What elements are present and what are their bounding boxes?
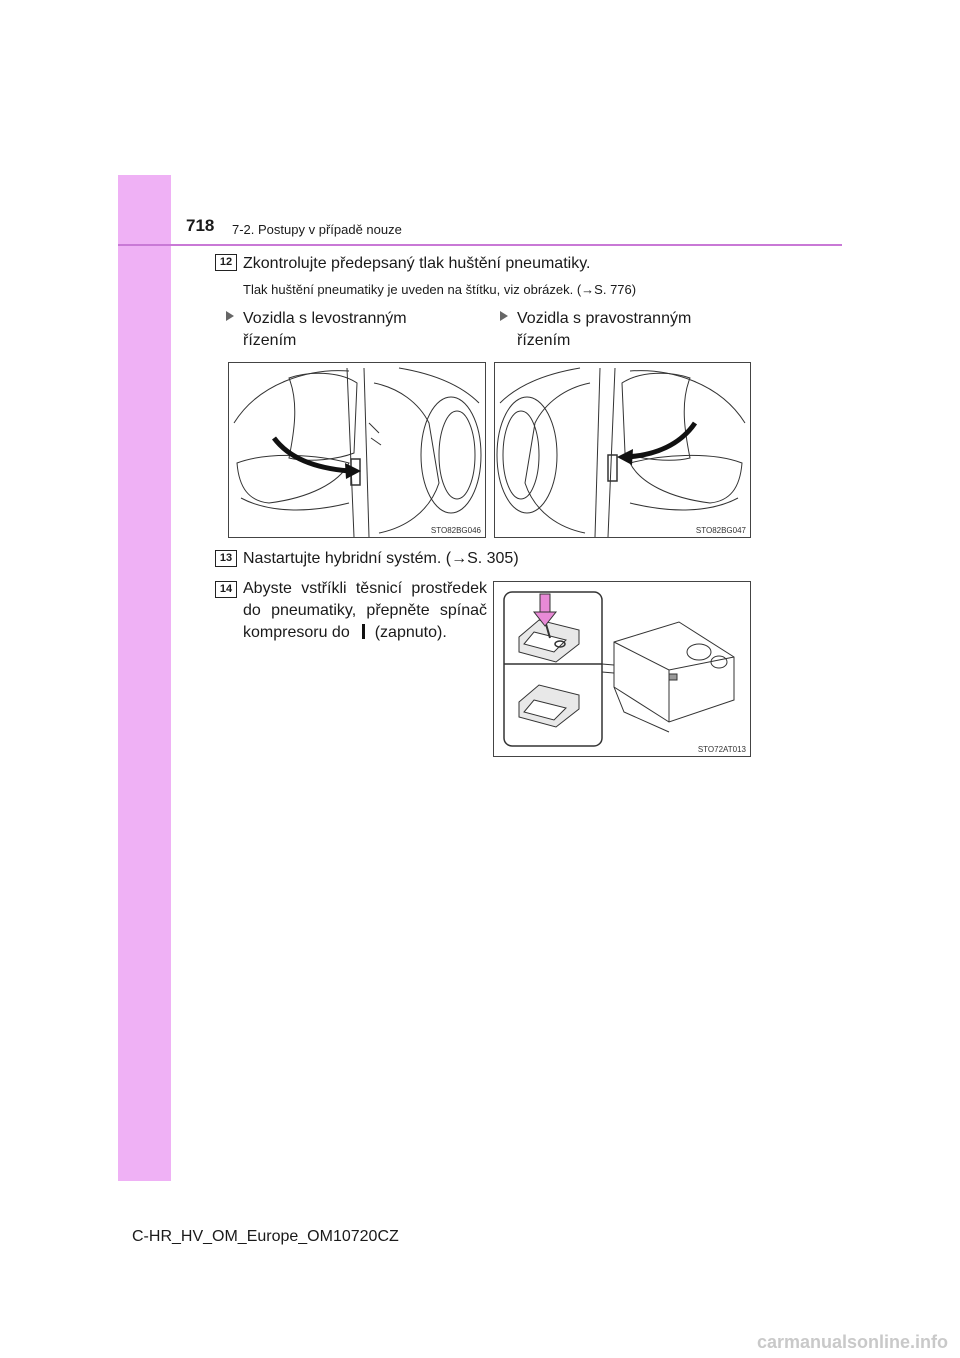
figure-rhd-door-pillar bbox=[494, 362, 751, 538]
step-14-text: Abyste vstříkli těsnicí prostředek do pneumatiky, přepněte spínač kompresoru do (zapnuto). bbox=[243, 580, 487, 641]
page-number: 718 bbox=[186, 216, 215, 235]
pointer-arrow-icon bbox=[495, 363, 750, 537]
figure-code: STO82BG046 bbox=[430, 526, 481, 535]
step-badge-13: 13 bbox=[215, 550, 237, 567]
step-badge-14: 14 bbox=[215, 581, 237, 598]
footer-doc-id: C-HR_HV_OM_Europe_OM10720CZ bbox=[132, 1228, 399, 1245]
variant-lhd-label: Vozidla s levostranným řízením bbox=[226, 308, 407, 352]
step-13-text: Nastartujte hybridní systém. (→S. 305) bbox=[243, 550, 519, 567]
figure-code: STO72AT013 bbox=[697, 745, 746, 754]
chapter-sidebar-tab bbox=[118, 175, 171, 1181]
figure-code: STO82BG047 bbox=[695, 526, 746, 535]
triangle-right-icon bbox=[500, 311, 508, 321]
variant-rhd-label: Vozidla s pravostranným řízením bbox=[500, 308, 691, 352]
header-rule bbox=[118, 244, 842, 246]
figure-compressor-switch bbox=[493, 581, 751, 757]
triangle-right-icon bbox=[226, 311, 234, 321]
step-badge-12: 12 bbox=[215, 254, 237, 271]
step-12-note: Tlak huštění pneumatiky je uveden na štítku, viz obrázek. (→S. 776) bbox=[243, 282, 637, 297]
pointer-arrow-icon bbox=[229, 363, 485, 537]
press-down-arrow-icon bbox=[494, 582, 750, 756]
figure-lhd-door-pillar bbox=[228, 362, 486, 538]
step-12-text: Zkontrolujte předepsaný tlak huštění pneumatiky. bbox=[243, 255, 591, 272]
watermark: carmanualsonline.info bbox=[756, 1332, 948, 1352]
section-title: 7-2. Postupy v případě nouze bbox=[232, 222, 402, 237]
switch-on-glyph-icon bbox=[362, 624, 365, 639]
